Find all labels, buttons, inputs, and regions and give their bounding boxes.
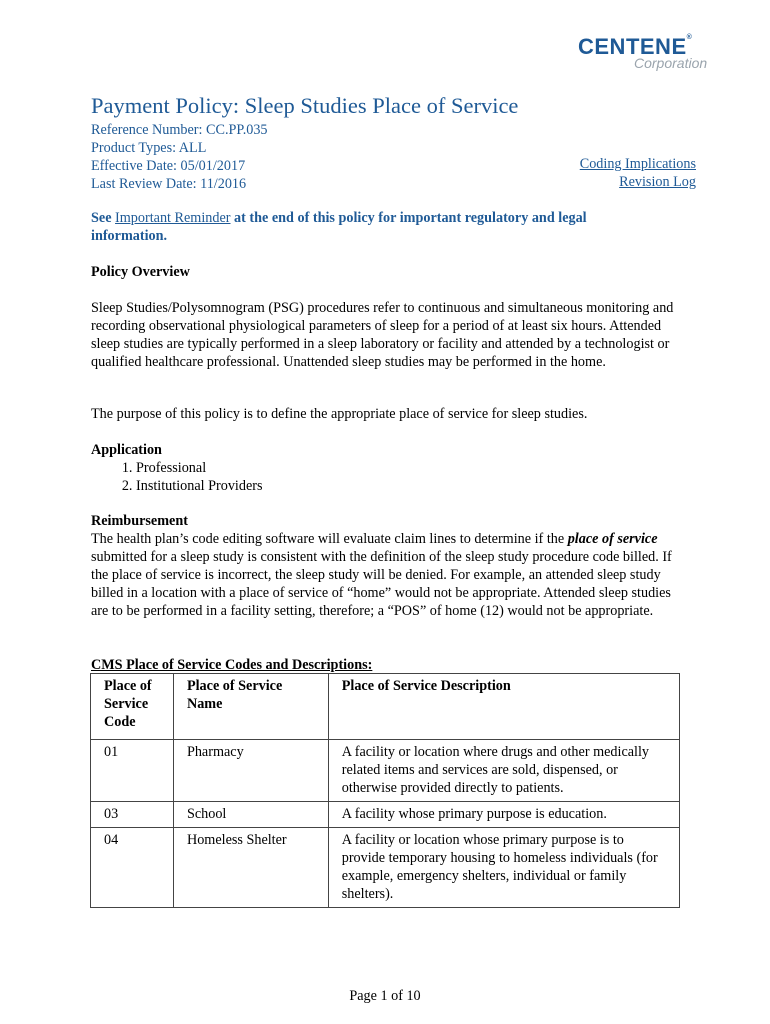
reimbursement-paragraph xyxy=(91,530,681,620)
list-item: 2. Institutional Providers xyxy=(136,477,681,495)
logo-name: CENTENE xyxy=(578,34,687,59)
reminder-prefix: See xyxy=(91,210,116,226)
place-of-service-emphasis: place of service xyxy=(567,531,658,547)
effective-date: Effective Date: 05/01/2017 xyxy=(91,158,246,174)
column-header-code: Place of Service Code xyxy=(91,674,174,740)
application-section xyxy=(91,441,681,495)
column-header-description: Place of Service Description xyxy=(328,674,679,740)
column-header-name: Place of Service Name xyxy=(173,674,328,740)
coding-implications-link[interactable]: Coding Implications xyxy=(579,156,696,172)
product-types: Product Types: ALL xyxy=(91,140,207,156)
table-row xyxy=(91,802,680,828)
application-heading: Application xyxy=(91,442,162,458)
place-of-service-table xyxy=(90,673,680,908)
reminder-suffix: at the end of this policy for important regulatory and legal information. xyxy=(91,210,587,244)
reimbursement-text-start: The health plan’s code editing software will evaluate claim lines to determine if the xyxy=(91,531,568,547)
table-cell-description: A facility or location where drugs and other medically related items and services are sold, dispensed, or otherwise provided directly to patients. xyxy=(328,740,679,802)
policy-meta xyxy=(91,121,268,193)
table-cell-description: A facility or location whose primary purpose is to provide temporary housing to homeless individuals (for example, emergency shelters, individual or family shelters). xyxy=(328,828,679,908)
table-cell-name: Homeless Shelter xyxy=(173,828,328,908)
table-cell-name: Pharmacy xyxy=(173,740,328,802)
purpose-paragraph: The purpose of this policy is to define the appropriate place of service for sleep studies. xyxy=(91,406,588,422)
table-cell-description: A facility whose primary purpose is education. xyxy=(328,802,679,828)
page-number: Page 1 of 10 xyxy=(349,988,421,1004)
quick-links xyxy=(580,155,696,191)
table-cell-code: 03 xyxy=(91,802,174,828)
important-reminder-link[interactable]: Important Reminder xyxy=(115,210,231,226)
table-cell-code: 01 xyxy=(91,740,174,802)
table-header-row xyxy=(91,674,680,740)
reimbursement-text-end: submitted for a sleep study is consistent with the definition of the sleep study procedure code billed. If the place of service is incorrect, the sleep study will be denied. For example, an attended sleep study billed in a location with a place of service of “home” would not be appropriate. Attended sleep studies are to be performed in a facility setting, therefore; a “POS” of home (12) would not be appropriate. xyxy=(91,549,672,619)
policy-overview-heading: Policy Overview xyxy=(91,264,190,280)
table-row xyxy=(91,740,680,802)
policy-overview-paragraph: Sleep Studies/Polysomnogram (PSG) procedures refer to continuous and simultaneous monitoring and recording observational physiological parameters of sleep for a period of at least six hours. Attended sleep studies are typically performed in a sleep laboratory or facility and attended by a technologist or qualified healthcare professional. Unattended sleep studies may be performed in the home. xyxy=(91,300,674,370)
last-review-date: Last Review Date: 11/2016 xyxy=(91,176,247,192)
reimbursement-heading: Reimbursement xyxy=(91,513,188,529)
table-cell-name: School xyxy=(173,802,328,828)
logo-registered-mark: ® xyxy=(686,34,693,41)
reference-number: Reference Number: CC.PP.035 xyxy=(91,122,268,138)
cms-table-heading: CMS Place of Service Codes and Descriptions: xyxy=(91,657,373,673)
table-row xyxy=(91,828,680,908)
application-list xyxy=(91,459,681,495)
centene-logo xyxy=(578,34,714,74)
reimbursement-section xyxy=(91,512,681,620)
logo-subtitle: Corporation xyxy=(634,55,708,71)
table-cell-code: 04 xyxy=(91,828,174,908)
revision-log-link[interactable]: Revision Log xyxy=(619,174,696,190)
page-title: Payment Policy: Sleep Studies Place of Service xyxy=(91,93,519,118)
important-reminder-notice xyxy=(91,209,661,245)
list-item: 1. Professional xyxy=(136,459,681,477)
